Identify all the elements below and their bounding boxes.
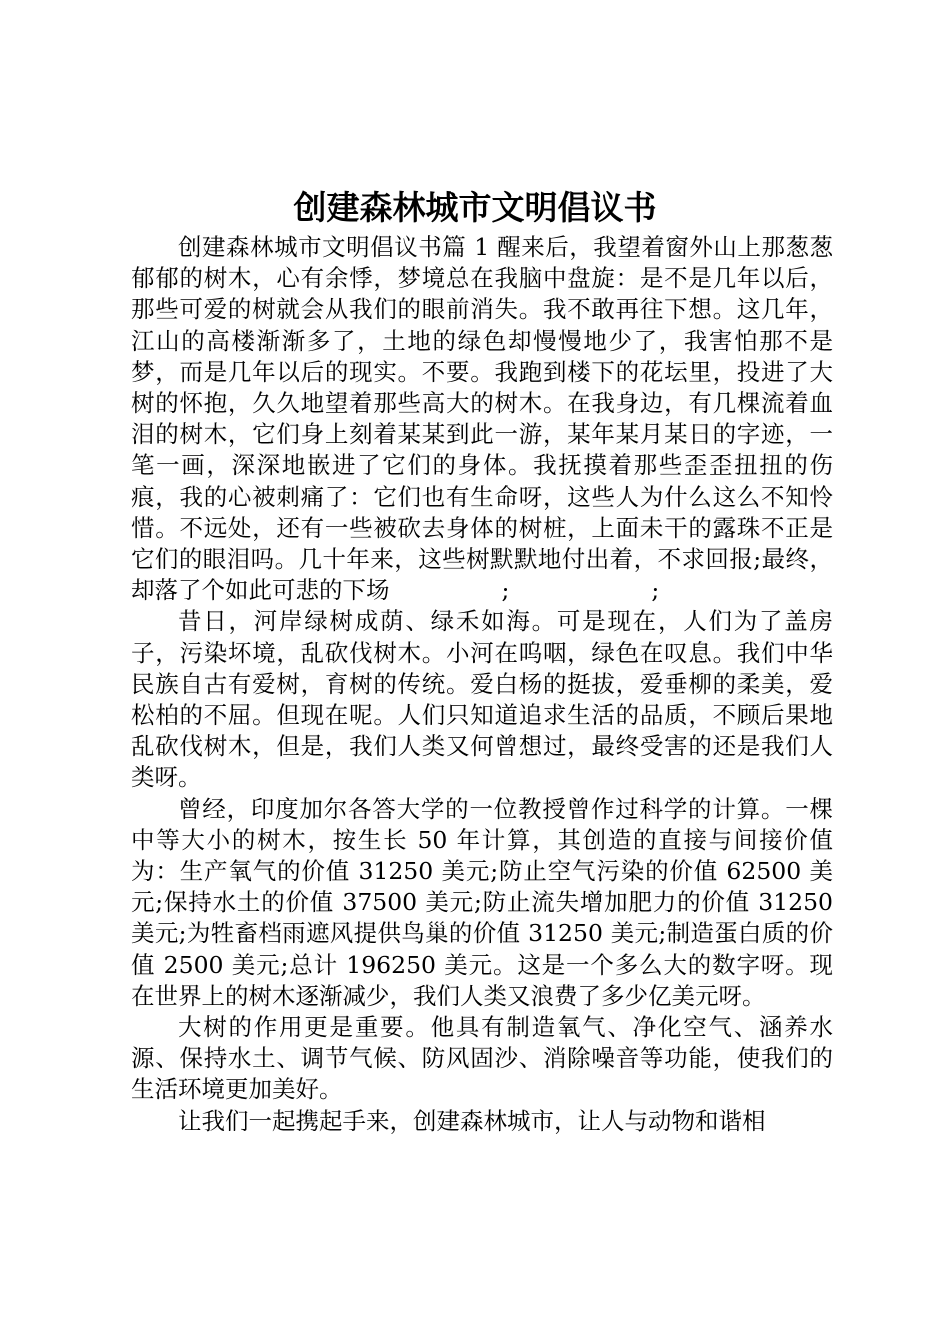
paragraph-1-text: 创建森林城市文明倡议书篇 1 醒来后，我望着窗外山上那葱葱郁郁的树木，心有余悸，梦境总在我脑中盘旋：是不是几年以后，那些可爱的树就会从我们的眼前消失。我不敢再往下想。这几年，江山的高楼渐渐多了，土地的绿色却慢慢地少了，我害怕那不是梦，而是几年以后的现实。不要。我跑到楼下的花坛里，投进了大树的怀抱，久久地望着那些高大的树木。在我身边，有几棵流着血泪的树木，它们身上刻着某某到此一游，某年某月某日的字迹，一笔一画，深深地嵌进了它们的身体。我抚摸着那些歪歪扭扭的伤痕，我的心被刺痛了：它们也有生命呀，这些人为什么这么不知怜惜。不远处，还有一些被砍去身体的树桩，上面未干的露珠不正是它们的眼泪吗。几十年来，这些树默默地付出着，不求回报;最终，却落了个如此可悲的下场: [131, 233, 833, 605]
paragraph-1: [131, 232, 833, 606]
paragraph-4: 大树的作用更是重要。他具有制造氧气、净化空气、涵养水源、保持水土、调节气候、防风固沙、消除噪音等功能，使我们的生活环境更加美好。: [131, 1013, 833, 1104]
document-body: [131, 232, 833, 1137]
paragraph-2: 昔日，河岸绿树成荫、绿禾如海。可是现在，人们为了盖房子，污染坏境，乱砍伐树木。小河在呜咽，绿色在叹息。我们中华民族自古有爱树，育树的传统。爱白杨的挺拔，爱垂柳的柔美，爱松柏的不屈。但现在呢。人们只知道追求生活的品质，不顾后果地乱砍伐树木，但是，我们人类又何曾想过，最终受害的还是我们人类呀。: [131, 607, 833, 792]
document-title: 创建森林城市文明倡议书: [293, 188, 657, 227]
paragraph-5: 让我们一起携起手来，创建森林城市，让人与动物和谐相: [178, 1106, 766, 1135]
paragraph-1-tail: ; ;: [389, 576, 660, 605]
paragraph-3: 曾经，印度加尔各答大学的一位教授曾作过科学的计算。一棵中等大小的树木，按生长 50 年计算，其创造的直接与间接价值为：生产氧气的价值 31250 美元;防止空气污染的价值 62500 美元;保持水土的价值 37500 美元;防止流失增加肥力的价值 31250 美元;为牲畜档雨遮风提供鸟巢的价值 31250 美元;制造蛋白质的价值 2500 美元;总计 196250 美元。这是一个多么大的数字呀。现在世界上的树木逐渐减少，我们人类又浪费了多少亿美元呀。: [131, 794, 833, 1010]
